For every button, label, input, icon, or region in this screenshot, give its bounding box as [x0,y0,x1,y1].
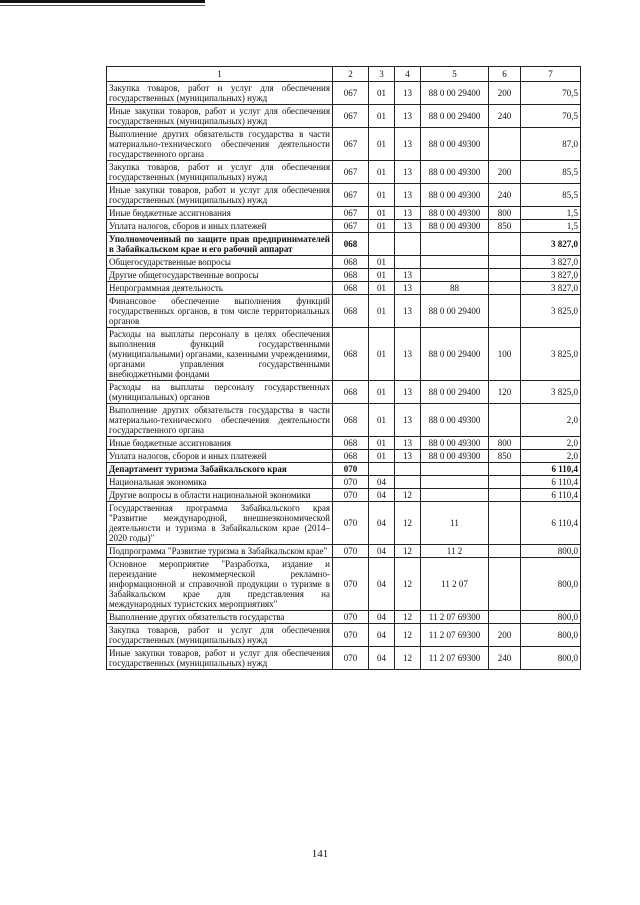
row-code-3-cell: 04 [369,502,395,545]
row-name-cell: Общегосударственные вопросы [107,256,333,269]
row-code-3-cell: 01 [369,381,395,404]
row-code-3-cell: 01 [369,128,395,161]
row-code-5-cell: 88 0 00 49300 [421,404,489,437]
table-row [107,502,581,545]
row-name-cell: Расходы на выплаты персоналу в целях обеспечения выполнения функций государственными (муниципальными) органами, казенными учреждениями, органами управления государственными внебюджетными фондами [107,328,333,381]
table-header-row [107,67,581,82]
row-code-5-cell: 11 2 07 69300 [421,624,489,647]
row-code-2-cell: 068 [333,233,369,256]
row-name-cell: Иные закупки товаров, работ и услуг для обеспечения государственных (муниципальных) нужд [107,184,333,207]
row-code-4-cell: 13 [395,184,421,207]
row-code-3-cell: 01 [369,184,395,207]
row-name-cell: Другие вопросы в области национальной экономики [107,489,333,502]
row-code-6-cell [489,282,521,295]
table-row [107,404,581,437]
row-code-5-cell: 11 2 07 69300 [421,647,489,670]
row-code-4-cell: 13 [395,450,421,463]
row-code-2-cell: 067 [333,184,369,207]
row-code-5-cell [421,476,489,489]
row-name-cell: Выполнение других обязательств государства [107,611,333,624]
row-code-6-cell: 200 [489,161,521,184]
row-name-cell: Иные бюджетные ассигнования [107,437,333,450]
row-sum-cell: 85,5 [521,161,581,184]
header-cell: 7 [521,67,581,82]
row-sum-cell: 3 825,0 [521,328,581,381]
row-code-5-cell: 88 0 00 29400 [421,82,489,105]
row-code-5-cell: 88 0 00 29400 [421,105,489,128]
header-cell: 3 [369,67,395,82]
row-code-5-cell: 11 2 07 69300 [421,611,489,624]
row-sum-cell: 2,0 [521,450,581,463]
row-code-5-cell: 88 0 00 29400 [421,328,489,381]
row-code-6-cell [489,558,521,611]
row-code-2-cell: 068 [333,404,369,437]
row-sum-cell: 800,0 [521,558,581,611]
row-code-2-cell: 067 [333,82,369,105]
row-code-3-cell: 01 [369,282,395,295]
row-code-6-cell: 200 [489,82,521,105]
row-name-cell: Выполнение других обязательств государства в части материально-технического обеспечения деятельности государственного органа [107,404,333,437]
row-code-4-cell: 13 [395,207,421,220]
row-code-4-cell: 12 [395,647,421,670]
header-cell: 1 [107,67,333,82]
row-code-6-cell [489,256,521,269]
row-code-2-cell: 068 [333,295,369,328]
row-name-cell: Закупка товаров, работ и услуг для обеспечения государственных (муниципальных) нужд [107,82,333,105]
table-row [107,558,581,611]
table-row [107,647,581,670]
row-code-6-cell: 240 [489,105,521,128]
budget-table [106,66,581,670]
row-sum-cell: 3 825,0 [521,295,581,328]
row-code-4-cell [395,256,421,269]
row-code-4-cell: 12 [395,611,421,624]
row-code-2-cell: 067 [333,105,369,128]
row-sum-cell: 800,0 [521,624,581,647]
table-row [107,269,581,282]
row-code-3-cell: 01 [369,207,395,220]
row-code-3-cell: 01 [369,295,395,328]
table-row [107,295,581,328]
row-code-4-cell: 12 [395,545,421,558]
row-code-3-cell: 01 [369,82,395,105]
row-sum-cell: 6 110,4 [521,489,581,502]
row-code-4-cell: 12 [395,624,421,647]
row-code-6-cell: 120 [489,381,521,404]
row-code-6-cell: 100 [489,328,521,381]
row-name-cell: Закупка товаров, работ и услуг для обеспечения государственных (муниципальных) нужд [107,624,333,647]
row-sum-cell: 800,0 [521,647,581,670]
row-code-3-cell: 01 [369,161,395,184]
row-code-2-cell: 068 [333,256,369,269]
row-code-5-cell [421,489,489,502]
table-row [107,489,581,502]
row-name-cell: Финансовое обеспечение выполнения функций государственных органов, в том числе территориальных органов [107,295,333,328]
row-code-5-cell [421,233,489,256]
header-cell: 5 [421,67,489,82]
row-code-4-cell: 13 [395,282,421,295]
row-code-3-cell: 04 [369,647,395,670]
row-code-3-cell: 01 [369,404,395,437]
row-code-3-cell: 01 [369,256,395,269]
row-name-cell: Иные закупки товаров, работ и услуг для обеспечения государственных (муниципальных) нужд [107,105,333,128]
table-row [107,381,581,404]
row-name-cell: Государственная программа Забайкальского края "Развитие международной, внешнеэкономической деятельности и туризма в Забайкальском крае (2014–2020 годы)" [107,502,333,545]
top-rule [0,0,205,3]
row-code-5-cell: 88 0 00 49300 [421,450,489,463]
row-code-3-cell: 04 [369,558,395,611]
top-rule-thin [0,5,205,6]
header-cell: 4 [395,67,421,82]
row-code-5-cell: 88 0 00 49300 [421,128,489,161]
row-sum-cell: 2,0 [521,437,581,450]
row-code-5-cell: 88 0 00 49300 [421,220,489,233]
row-code-2-cell: 068 [333,269,369,282]
row-code-6-cell: 200 [489,624,521,647]
row-name-cell: Уполномоченный по защите прав предпринимателей в Забайкальском крае и его рабочий аппарат [107,233,333,256]
row-code-2-cell: 068 [333,437,369,450]
row-name-cell: Другие общегосударственные вопросы [107,269,333,282]
row-code-3-cell: 04 [369,624,395,647]
row-code-6-cell [489,489,521,502]
row-code-5-cell: 88 0 00 49300 [421,207,489,220]
row-sum-cell: 87,0 [521,128,581,161]
row-sum-cell: 6 110,4 [521,502,581,545]
row-code-2-cell: 068 [333,381,369,404]
row-code-4-cell: 13 [395,105,421,128]
row-code-5-cell: 11 2 07 [421,558,489,611]
row-sum-cell: 800,0 [521,545,581,558]
row-code-5-cell: 88 [421,282,489,295]
row-sum-cell: 3 825,0 [521,381,581,404]
row-sum-cell: 3 827,0 [521,233,581,256]
row-code-5-cell: 88 0 00 29400 [421,381,489,404]
row-code-3-cell: 01 [369,105,395,128]
row-code-3-cell: 04 [369,476,395,489]
row-code-6-cell [489,269,521,282]
row-code-3-cell: 04 [369,545,395,558]
row-code-2-cell: 070 [333,476,369,489]
row-code-2-cell: 070 [333,558,369,611]
row-code-2-cell: 070 [333,624,369,647]
table-row [107,437,581,450]
row-code-2-cell: 068 [333,450,369,463]
row-sum-cell: 6 110,4 [521,463,581,476]
row-code-6-cell [489,545,521,558]
row-code-6-cell: 800 [489,437,521,450]
row-code-6-cell: 800 [489,207,521,220]
row-code-5-cell [421,463,489,476]
row-code-2-cell: 067 [333,128,369,161]
row-code-4-cell: 13 [395,328,421,381]
row-code-4-cell [395,463,421,476]
row-code-3-cell [369,463,395,476]
row-code-4-cell [395,476,421,489]
row-code-5-cell: 88 0 00 49300 [421,184,489,207]
row-sum-cell: 85,5 [521,184,581,207]
page-number: 141 [311,848,329,860]
table-row [107,233,581,256]
row-code-2-cell: 067 [333,207,369,220]
row-name-cell: Выполнение других обязательств государства в части материально-технического обеспечения деятельности государственного органа [107,128,333,161]
row-code-3-cell: 04 [369,489,395,502]
row-code-4-cell: 13 [395,404,421,437]
row-code-2-cell: 070 [333,611,369,624]
row-sum-cell: 3 827,0 [521,269,581,282]
row-code-4-cell: 13 [395,269,421,282]
table-row [107,161,581,184]
row-code-4-cell: 13 [395,128,421,161]
table-row [107,476,581,489]
table-row [107,450,581,463]
row-name-cell: Департамент туризма Забайкальского края [107,463,333,476]
row-code-2-cell: 070 [333,463,369,476]
row-code-4-cell: 13 [395,437,421,450]
row-sum-cell: 1,5 [521,220,581,233]
table-row [107,207,581,220]
row-name-cell: Уплата налогов, сборов и иных платежей [107,450,333,463]
table-row [107,624,581,647]
row-code-2-cell: 070 [333,647,369,670]
row-code-3-cell: 01 [369,450,395,463]
row-code-3-cell: 01 [369,328,395,381]
row-code-5-cell [421,269,489,282]
row-name-cell: Национальная экономика [107,476,333,489]
row-code-4-cell: 13 [395,381,421,404]
table-row [107,256,581,269]
row-code-6-cell [489,611,521,624]
row-code-2-cell: 070 [333,502,369,545]
row-code-4-cell: 13 [395,220,421,233]
row-name-cell: Закупка товаров, работ и услуг для обеспечения государственных (муниципальных) нужд [107,161,333,184]
row-code-4-cell [395,233,421,256]
table-row [107,105,581,128]
table-row [107,611,581,624]
row-name-cell: Подпрограмма "Развитие туризма в Забайкальском крае" [107,545,333,558]
row-code-2-cell: 070 [333,489,369,502]
row-code-2-cell: 068 [333,328,369,381]
row-name-cell: Расходы на выплаты персоналу государственных (муниципальных) органов [107,381,333,404]
row-name-cell: Иные закупки товаров, работ и услуг для обеспечения государственных (муниципальных) нужд [107,647,333,670]
row-code-4-cell: 13 [395,82,421,105]
row-code-5-cell [421,256,489,269]
row-code-6-cell [489,463,521,476]
row-name-cell: Непрограммная деятельность [107,282,333,295]
row-code-5-cell: 11 2 [421,545,489,558]
header-cell: 6 [489,67,521,82]
table-row [107,184,581,207]
row-code-3-cell: 04 [369,611,395,624]
row-code-4-cell: 12 [395,489,421,502]
row-code-3-cell [369,233,395,256]
row-sum-cell: 6 110,4 [521,476,581,489]
table-row [107,220,581,233]
row-code-2-cell: 067 [333,220,369,233]
row-code-5-cell: 88 0 00 49300 [421,161,489,184]
row-code-3-cell: 01 [369,269,395,282]
row-code-3-cell: 01 [369,220,395,233]
row-code-4-cell: 13 [395,295,421,328]
row-sum-cell: 1,5 [521,207,581,220]
row-name-cell: Иные бюджетные ассигнования [107,207,333,220]
row-code-6-cell: 240 [489,184,521,207]
row-code-3-cell: 01 [369,437,395,450]
row-code-6-cell [489,404,521,437]
table-row [107,545,581,558]
row-code-5-cell: 88 0 00 29400 [421,295,489,328]
table-row [107,328,581,381]
row-sum-cell: 2,0 [521,404,581,437]
row-code-2-cell: 068 [333,282,369,295]
row-sum-cell: 70,5 [521,105,581,128]
row-code-6-cell [489,295,521,328]
table-row [107,82,581,105]
table-row [107,463,581,476]
row-name-cell: Уплата налогов, сборов и иных платежей [107,220,333,233]
row-code-6-cell [489,502,521,545]
row-code-6-cell: 850 [489,220,521,233]
row-code-4-cell: 13 [395,161,421,184]
row-code-6-cell [489,233,521,256]
row-code-5-cell: 88 0 00 49300 [421,437,489,450]
budget-table-body [107,67,581,670]
row-code-4-cell: 12 [395,502,421,545]
row-code-6-cell: 240 [489,647,521,670]
row-code-6-cell: 850 [489,450,521,463]
row-sum-cell: 70,5 [521,82,581,105]
row-code-5-cell: 11 [421,502,489,545]
row-code-6-cell [489,476,521,489]
row-code-6-cell [489,128,521,161]
row-code-2-cell: 067 [333,161,369,184]
row-code-4-cell: 12 [395,558,421,611]
row-sum-cell: 800,0 [521,611,581,624]
row-sum-cell: 3 827,0 [521,256,581,269]
row-code-2-cell: 070 [333,545,369,558]
row-name-cell: Основное мероприятие "Разработка, издание и переиздание некоммерческой рекламно-информационной и справочной продукции о туризме в Забайкальском крае для представления на международных туристских мероприятиях" [107,558,333,611]
table-row [107,128,581,161]
table-row [107,282,581,295]
row-sum-cell: 3 827,0 [521,282,581,295]
header-cell: 2 [333,67,369,82]
